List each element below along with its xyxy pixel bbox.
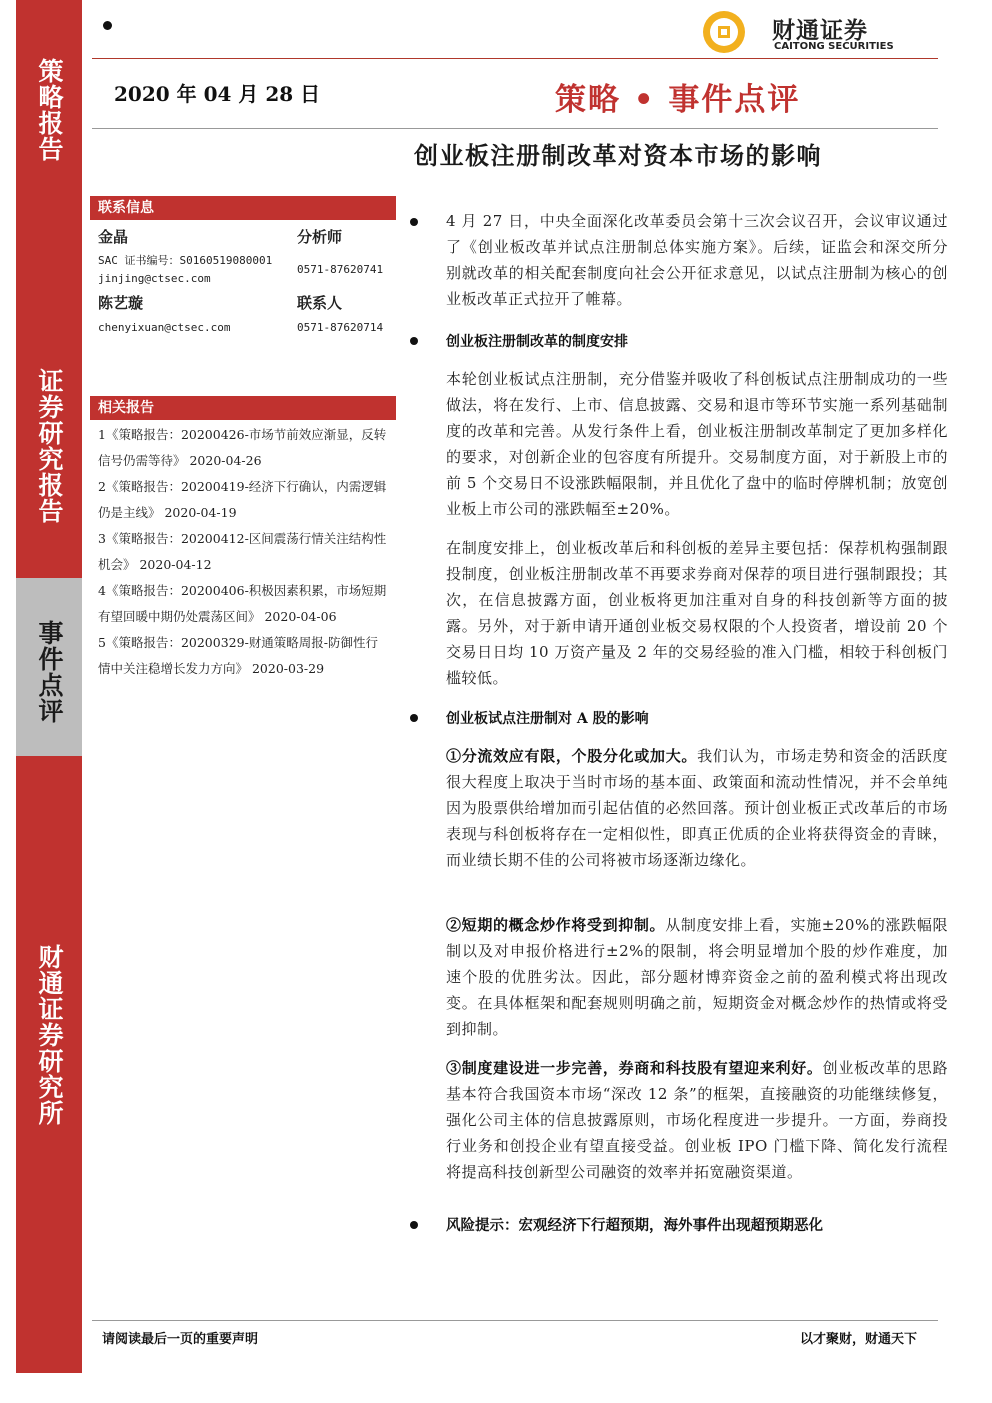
paragraph-impact-2 xyxy=(446,912,948,1042)
paragraph-lead: ②短期的概念炒作将受到抑制。 xyxy=(446,916,666,934)
sidebar-label: 证券研究报告 xyxy=(35,368,64,524)
logo-coin-icon xyxy=(694,8,754,56)
bullet xyxy=(410,218,418,226)
logo-english-name: CAITONG SECURITIES xyxy=(774,41,894,52)
sidebar-research-report xyxy=(16,330,82,578)
paragraph-impact-1 xyxy=(446,743,948,873)
report-date: 2020 年 04 月 28 日 xyxy=(114,82,321,106)
sidebar-label: 事件点评 xyxy=(35,620,64,724)
sidebar-institute xyxy=(16,756,82,1373)
sidebar-label: 财通证券研究所 xyxy=(35,944,64,1126)
contact-name: 陈艺璇 xyxy=(98,294,144,312)
paragraph-arrangement: 本轮创业板试点注册制，充分借鉴并吸收了科创板试点注册制成功的一些做法，将在发行、上市、信息披露、交易和退市等环节实施一系列基础制度的改革和完善。从发行条件上看，创业板注册制改革制定了更加多样化的要求，对创新企业的包容度有所提升。交易制度方面，对于新股上市的前 5 个交易日不设涨跌幅限制，并且优化了盘中的临时停牌机制；放宽创业板上市公司的涨跌幅至±20%。 xyxy=(446,370,948,518)
paragraph-lead: ③制度建设进一步完善，券商和科技股有望迎来利好。 xyxy=(446,1059,823,1077)
analyst-name: 金晶 xyxy=(98,228,129,246)
header-rule xyxy=(92,58,938,59)
title-rule xyxy=(92,128,938,129)
bullet xyxy=(410,337,418,345)
footer-slogan: 以才聚财，财通天下 xyxy=(800,1332,918,1347)
related-report-item[interactable]: 1《策略报告：20200426-市场节前效应渐显，反转信号仍需等待》 2020-04-26 xyxy=(98,427,387,468)
related-reports-heading: 相关报告 xyxy=(90,396,396,420)
sidebar-event-review xyxy=(16,578,82,756)
contact-heading: 联系信息 xyxy=(90,196,396,220)
logo-chinese-name: 财通证券 xyxy=(772,18,868,44)
related-report-item[interactable]: 2《策略报告：20200419-经济下行确认，内需逻辑仍是主线》 2020-04-19 xyxy=(98,479,387,520)
contact-phone: 0571-87620714 xyxy=(297,321,384,334)
bullet xyxy=(410,714,418,722)
sidebar-strategy-report xyxy=(16,0,82,330)
risk-warning: 风险提示：宏观经济下行超预期，海外事件出现超预期恶化 xyxy=(446,1217,823,1234)
contact-email[interactable]: chenyixuan@ctsec.com xyxy=(98,321,231,334)
paragraph-lead: ①分流效应有限，个股分化或加大。 xyxy=(446,747,698,765)
page-title: 创业板注册制改革对资本市场的影响 xyxy=(414,141,822,170)
paragraph-differences: 在制度安排上，创业板改革后和科创板的差异主要包括：保荐机构强制跟投制度，创业板注册制改革不再要求券商对保荐的项目进行强制跟投；其次，在信息披露方面，创业板将更加注重对自身的科技创新等方面的披露。另外，对于新申请开通创业板交易权限的个人投资者，增设前 20 个交易日日均 10 万资产量及 2 年的交易经验的准入门槛，相较于科创板门槛较低。 xyxy=(446,539,948,687)
analyst-phone: 0571-87620741 xyxy=(297,263,384,276)
section-title: 策略 • 事件点评 xyxy=(555,82,801,118)
section-heading: 创业板试点注册制对 A 股的影响 xyxy=(446,711,649,727)
bullet xyxy=(410,1221,418,1229)
analyst-role: 分析师 xyxy=(297,228,343,246)
footer-rule xyxy=(92,1320,938,1321)
analyst-sac-number: SAC 证书编号：S0160519080001 xyxy=(98,254,273,267)
paragraph-text: 创业板改革的思路基本符合我国资本市场“深改 12 条”的框架，直接融资的功能继续修复，强化公司主体的信息披露原则，市场化程度进一步提升。一方面，券商投行业务和创投企业有望直接受益。创业板 IPO 门槛下降、简化发行流程将提高科技创新型公司融资的效率并拓宽融资渠道。 xyxy=(446,1059,948,1181)
company-logo xyxy=(694,8,934,56)
related-report-item[interactable]: 3《策略报告：20200412-区间震荡行情关注结构性机会》 2020-04-12 xyxy=(98,531,387,572)
paragraph-intro: 4 月 27 日，中央全面深化改革委员会第十三次会议召开，会议审议通过了《创业板改革并试点注册制总体实施方案》。后续，证监会和深交所分别就改革的相关配套制度向社会公开征求意见，以试点注册制为核心的创业板改革正式拉开了帷幕。 xyxy=(446,212,948,308)
sidebar-label: 策略报告 xyxy=(35,58,64,162)
paragraph-text: 我们认为，市场走势和资金的活跃度很大程度上取决于当时市场的基本面、政策面和流动性情况，并不会单纯因为股票供给增加而引起估值的必然回落。预计创业板正式改革后的市场表现与科创板将存在一定相似性，即真正优质的企业将获得资金的青睐，而业绩长期不佳的公司将被市场逐渐边缘化。 xyxy=(446,747,948,869)
section-heading: 创业板注册制改革的制度安排 xyxy=(446,334,628,350)
related-report-item[interactable]: 4《策略报告：20200406-积极因素积累，市场短期有望回暖中期仍处震荡区间》 2020-04-06 xyxy=(98,583,387,624)
contact-role: 联系人 xyxy=(297,294,343,312)
analyst-email[interactable]: jinjing@ctsec.com xyxy=(98,272,211,285)
related-reports-list xyxy=(98,422,390,682)
related-report-item[interactable]: 5《策略报告：20200329-财通策略周报-防御性行情中关注稳增长发力方向》 2020-03-29 xyxy=(98,635,379,676)
paragraph-impact-3 xyxy=(446,1055,948,1185)
footer-disclaimer-link[interactable]: 请阅读最后一页的重要声明 xyxy=(102,1332,259,1347)
left-sidebar xyxy=(16,0,82,1373)
header-dot xyxy=(103,21,112,30)
paragraph-text: 从制度安排上看，实施±20%的涨跌幅限制以及对申报价格进行±2%的限制，将会明显增加个股的炒作难度，加速个股的优胜劣汰。因此，部分题材博弈资金之前的盈利模式将出现改变。在具体框架和配套规则明确之前，短期资金对概念炒作的热情或将受到抑制。 xyxy=(446,916,948,1038)
